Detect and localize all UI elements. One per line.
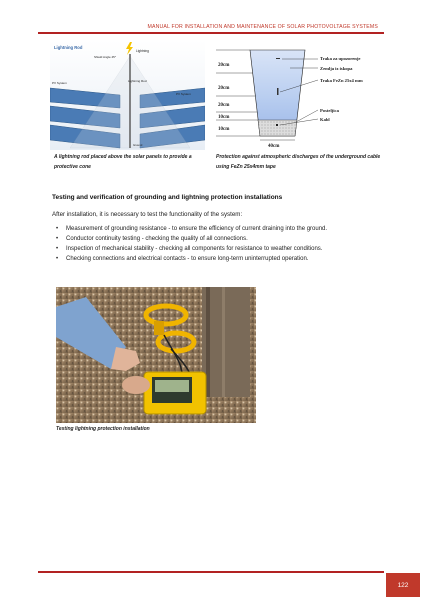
figure-caption-lightning-rod: A lightning rod placed above the solar panels to provide a protective cone bbox=[54, 154, 192, 170]
figures-row bbox=[50, 40, 384, 150]
svg-text:10cm: 10cm bbox=[218, 127, 230, 132]
list-item: • Checking connections and electrical contacts - to ensure long-term uninterrupted operation. bbox=[56, 256, 309, 262]
bullet-icon: • bbox=[56, 256, 59, 262]
section-intro: After installation, it is necessary to test the functionality of the system: bbox=[52, 211, 243, 218]
svg-text:Ground: Ground bbox=[133, 143, 143, 147]
svg-text:Zemlja iz iskopa: Zemlja iz iskopa bbox=[320, 66, 353, 71]
figure-caption-trench: Protection against atmospheric discharges of the underground cable using FeZn 25x4mm tape bbox=[216, 154, 381, 170]
svg-text:20cm: 20cm bbox=[218, 63, 230, 68]
running-header: MANUAL FOR INSTALLATION AND MAINTENANCE OF SOLAR PHOTOVOLTAGE SYSTEMS bbox=[147, 24, 378, 30]
lightning-rod-title: Lightning Rod bbox=[54, 45, 83, 50]
footer-divider bbox=[38, 571, 384, 573]
svg-text:Traka FeZn 25x4 mm: Traka FeZn 25x4 mm bbox=[320, 78, 363, 83]
section-heading: Testing and verification of grounding and lightning protection installations bbox=[52, 194, 283, 201]
trench-section-figure bbox=[210, 40, 380, 150]
svg-text:PV System: PV System bbox=[52, 81, 67, 85]
svg-text:10cm: 10cm bbox=[218, 115, 230, 120]
svg-text:PV System: PV System bbox=[176, 92, 191, 96]
svg-text:Traka za upozorenje: Traka za upozorenje bbox=[320, 56, 361, 61]
page-number: 122 bbox=[397, 581, 409, 589]
testing-photo bbox=[56, 287, 256, 423]
photo-caption: Testing lightning protection installation bbox=[56, 426, 150, 432]
svg-text:Kabl: Kabl bbox=[320, 117, 330, 122]
svg-text:40cm: 40cm bbox=[268, 144, 280, 149]
list-item: • Inspection of mechanical stability - checking all components for resistance to weather conditions. bbox=[56, 246, 323, 252]
svg-text:20cm: 20cm bbox=[218, 86, 230, 91]
lightning-rod-figure bbox=[50, 40, 205, 150]
svg-text:20cm: 20cm bbox=[218, 103, 230, 108]
svg-text:Lightning Rod: Lightning Rod bbox=[128, 79, 147, 83]
bullet-icon: • bbox=[56, 246, 59, 252]
bullet-icon: • bbox=[56, 236, 59, 242]
list-item: • Conductor continuity testing - checking the quality of all connections. bbox=[56, 236, 248, 242]
checklist bbox=[56, 224, 327, 264]
bullet-icon: • bbox=[56, 226, 59, 232]
svg-text:Posteljica: Posteljica bbox=[320, 108, 339, 113]
header-divider bbox=[38, 32, 384, 34]
svg-text:Lightning: Lightning bbox=[136, 49, 149, 53]
svg-text:Shield Angle 45°: Shield Angle 45° bbox=[94, 55, 117, 59]
page-number-badge bbox=[386, 573, 420, 597]
list-item: • Measurement of grounding resistance - to ensure the efficiency of current draining into the ground. bbox=[56, 226, 328, 232]
